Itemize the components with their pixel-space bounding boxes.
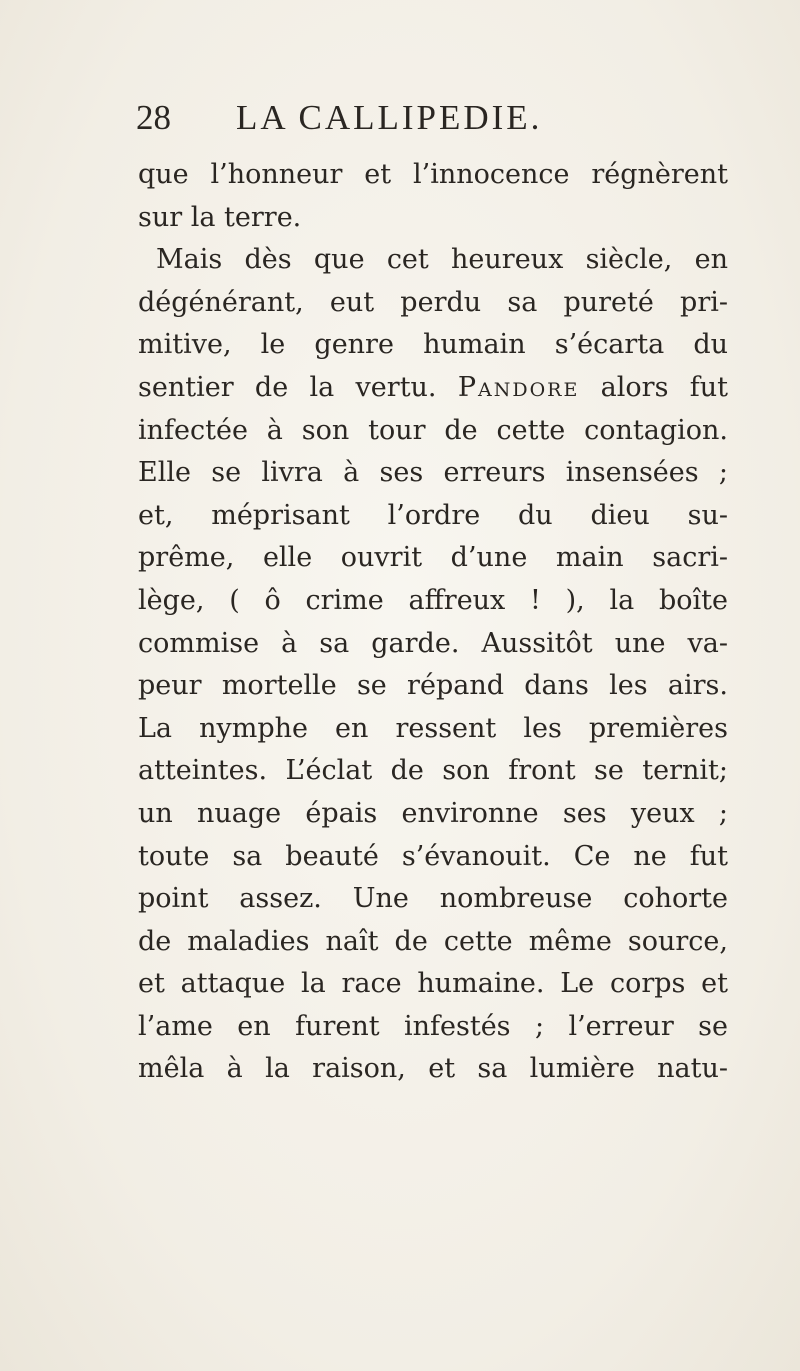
text-line: sur la terre. — [138, 201, 302, 233]
text-line: peur mortelle se répand dans les airs. — [138, 670, 728, 702]
text-line: et attaque la race humaine. Le corps et — [138, 968, 728, 1000]
text-line: atteintes. L’éclat de son front se ternit; — [138, 755, 728, 787]
running-title: LA CALLIPEDIE. — [236, 98, 543, 137]
text-line: prême, elle ouvrit d’une main sacri- — [138, 542, 728, 574]
text-line: que l’honneur et l’innocence régnèrent — [138, 159, 728, 190]
page-number: 28 — [136, 98, 171, 137]
text-line: lège, ( ô crime affreux ! ), la boîte — [138, 584, 728, 616]
text-line: toute sa beauté s’évanouit. Ce ne fut — [138, 840, 728, 872]
text-line: dégénérant, eut perdu sa pureté pri- — [138, 286, 728, 318]
text-line: point assez. Une nombreuse cohorte — [138, 883, 728, 915]
text-line: l’ame en furent infestés ; l’erreur se — [138, 1010, 728, 1042]
text-fragment: sentier de la vertu. — [138, 371, 437, 403]
text-line: La nymphe en ressent les premières — [138, 712, 728, 744]
text-line: Elle se livra à ses erreurs insensées ; — [138, 457, 728, 489]
running-head — [136, 96, 606, 140]
text-line: mêla à la raison, et sa lumière natu- — [138, 1053, 728, 1085]
text-line: Mais dès que cet heureux siècle, en — [156, 244, 728, 276]
text-line: de maladies naît de cette même source, — [138, 925, 728, 957]
text-line: et, méprisant l’ordre du dieu su- — [138, 499, 728, 531]
text-line: infectée à son tour de cette contagion. — [138, 414, 728, 446]
text-line — [138, 367, 728, 410]
body-text — [138, 154, 728, 1091]
proper-name-pandore: Pandore — [457, 371, 580, 403]
text-line: commise à sa garde. Aussitôt une va- — [138, 627, 728, 659]
text-line: mitive, le genre humain s’écarta du — [138, 329, 728, 361]
text-fragment: alors fut — [600, 371, 728, 403]
text-line: un nuage épais environne ses yeux ; — [138, 797, 728, 829]
